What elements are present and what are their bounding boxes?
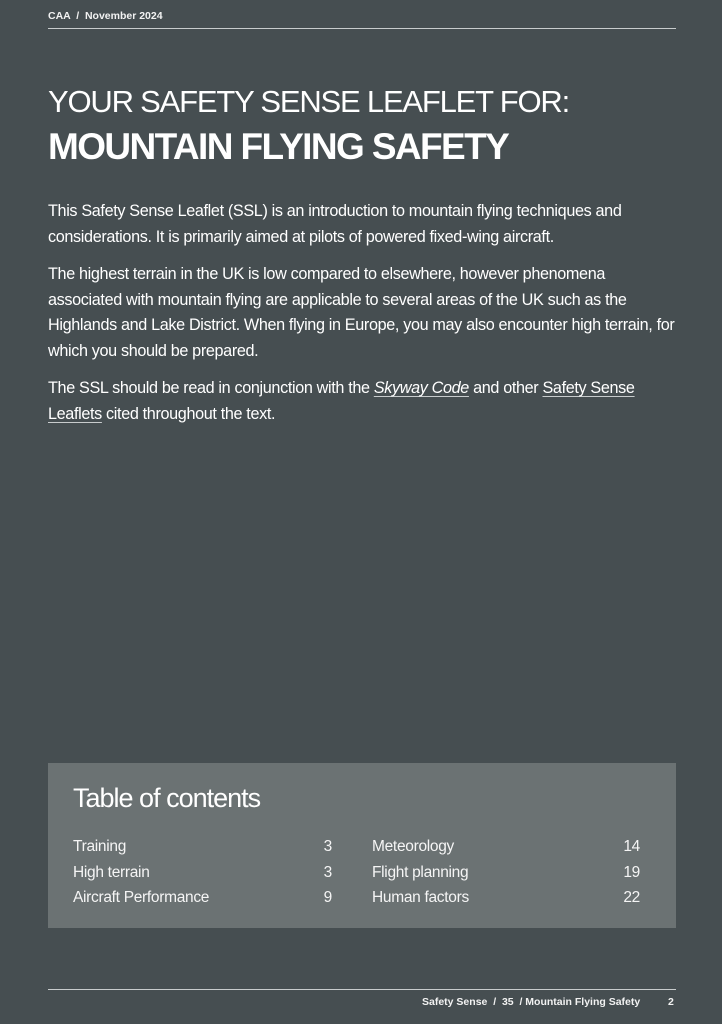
toc-item-label: Meteorology [372, 838, 454, 855]
page-number: 2 [668, 996, 674, 1008]
header-divider [48, 28, 676, 29]
toc-item-meteorology[interactable] [372, 834, 640, 860]
toc-column-right [372, 834, 640, 911]
footer-divider [48, 989, 676, 990]
toc-item-label: Training [73, 838, 127, 855]
toc-item-aircraft-performance[interactable] [73, 885, 332, 911]
header-breadcrumb: CAA / November 2024 [48, 10, 163, 22]
toc-item-page: 3 [323, 838, 332, 855]
toc-item-label: High terrain [73, 863, 150, 881]
toc-item-page: 3 [323, 863, 332, 881]
intro-p3-middle: and other [468, 379, 543, 397]
toc-item-page: 9 [323, 889, 332, 906]
toc-item-high-terrain[interactable] [73, 860, 332, 886]
table-of-contents [48, 763, 676, 928]
toc-item-label: Aircraft Performance [73, 889, 210, 906]
intro-paragraph-3 [48, 376, 680, 427]
intro-p3-after: cited throughout the text. [101, 404, 276, 423]
toc-title: Table of contents [73, 783, 261, 813]
page-subtitle: YOUR SAFETY SENSE LEAFLET FOR: [48, 84, 570, 119]
page-title: MOUNTAIN FLYING SAFETY [48, 126, 509, 167]
intro-text [48, 199, 680, 439]
footer-breadcrumb: Safety Sense / 35 / Mountain Flying Safety [422, 996, 641, 1008]
intro-paragraph-2: The highest terrain in the UK is low compared to elsewhere, however phenomena associated with mountain flying are applicable to several areas of the UK such as the Highlands and Lake District. When flying in Europe, you may also encounter high terrain, for which you should be prepared. [48, 265, 675, 360]
intro-p3-before: The SSL should be read in conjunction with the [48, 379, 374, 397]
toc-item-human-factors[interactable] [372, 885, 640, 911]
toc-item-label: Human factors [372, 889, 469, 906]
toc-item-page: 14 [623, 838, 640, 855]
skyway-code-link[interactable]: Skyway Code [373, 379, 469, 397]
toc-item-flight-planning[interactable] [372, 860, 640, 886]
toc-item-label: Flight planning [372, 863, 469, 881]
toc-column-left [73, 834, 332, 911]
toc-item-page: 22 [623, 889, 640, 906]
intro-paragraph-1: This Safety Sense Leaflet (SSL) is an introduction to mountain flying techniques and considerations. It is primarily aimed at pilots of powered fixed-wing aircraft. [48, 202, 622, 246]
safety-sense-leaflets-link[interactable]: Safety Sense Leaflets [48, 379, 635, 423]
toc-item-training[interactable] [73, 834, 332, 860]
toc-item-page: 19 [623, 863, 640, 881]
